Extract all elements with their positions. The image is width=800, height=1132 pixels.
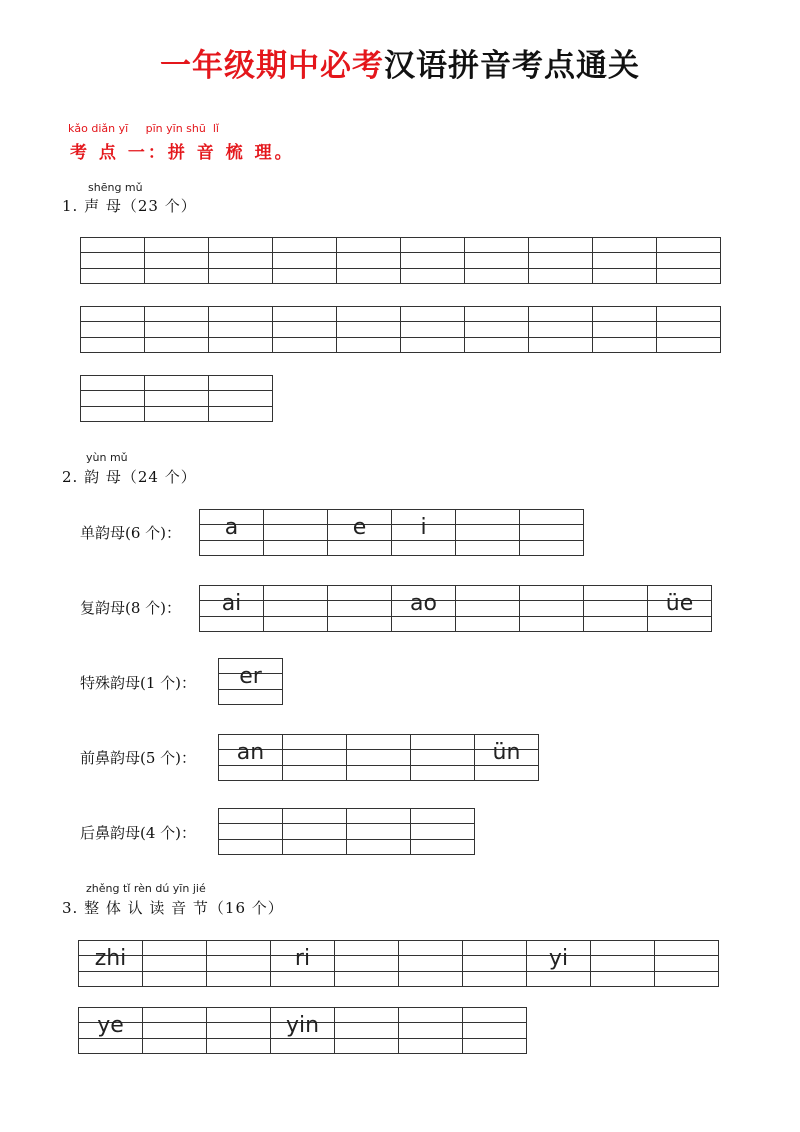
writing-cell[interactable]	[520, 585, 584, 632]
writing-cell[interactable]	[584, 585, 648, 632]
cell-pinyin: ri	[294, 946, 311, 971]
section-title: 考 点 一：拼 音 梳 理。	[70, 143, 295, 163]
q2-label-5: 后鼻韵母(4 个)：	[80, 824, 197, 842]
writing-cell[interactable]	[463, 1007, 527, 1054]
writing-cell[interactable]	[456, 585, 520, 632]
q2-pinyin: yùn mǔ	[86, 451, 128, 464]
writing-cell[interactable]	[264, 585, 328, 632]
q1-heading: 1. 声 母（23 个）	[62, 197, 197, 215]
writing-cell[interactable]	[79, 1007, 143, 1054]
writing-cell[interactable]	[219, 734, 283, 781]
q2-grid-1	[199, 509, 584, 556]
writing-cell[interactable]	[657, 237, 721, 284]
cell-pinyin: er	[239, 664, 262, 689]
q1-pinyin: shēng mǔ	[88, 181, 143, 194]
writing-cell[interactable]	[219, 808, 283, 855]
q1-grid-row-3	[80, 375, 273, 422]
writing-cell[interactable]	[401, 237, 465, 284]
writing-cell[interactable]	[463, 940, 527, 987]
q2-heading: 2. 韵 母（24 个）	[62, 468, 197, 486]
writing-cell[interactable]	[529, 306, 593, 353]
writing-cell[interactable]	[145, 237, 209, 284]
writing-cell[interactable]	[399, 1007, 463, 1054]
writing-cell[interactable]	[465, 237, 529, 284]
writing-cell[interactable]	[648, 585, 712, 632]
writing-cell[interactable]	[143, 1007, 207, 1054]
writing-cell[interactable]	[465, 306, 529, 353]
writing-cell[interactable]	[527, 940, 591, 987]
cell-pinyin: i	[420, 515, 427, 540]
writing-cell[interactable]	[529, 237, 593, 284]
section-pinyin: kǎo diǎn yī pīn yīn shū lǐ	[68, 122, 219, 135]
writing-cell[interactable]	[145, 306, 209, 353]
q1-grid-row-2	[80, 306, 721, 353]
writing-cell[interactable]	[219, 658, 283, 705]
writing-cell[interactable]	[475, 734, 539, 781]
q1-grid-row-1	[80, 237, 721, 284]
cell-pinyin: üe	[665, 591, 694, 616]
q2-label-1: 单韵母(6 个)：	[80, 524, 182, 542]
writing-cell[interactable]	[209, 375, 273, 422]
cell-pinyin: e	[352, 515, 367, 540]
writing-cell[interactable]	[81, 375, 145, 422]
writing-cell[interactable]	[145, 375, 209, 422]
page-title-red: 一年级期中必考	[160, 48, 384, 84]
cell-pinyin: yin	[285, 1013, 320, 1038]
writing-cell[interactable]	[657, 306, 721, 353]
q2-label-2: 复韵母(8 个)：	[80, 599, 182, 617]
cell-pinyin: yi	[548, 946, 569, 971]
writing-cell[interactable]	[520, 509, 584, 556]
cell-pinyin: ye	[97, 1013, 124, 1038]
writing-cell[interactable]	[264, 509, 328, 556]
writing-cell[interactable]	[593, 306, 657, 353]
writing-cell[interactable]	[347, 808, 411, 855]
writing-cell[interactable]	[401, 306, 465, 353]
writing-cell[interactable]	[337, 237, 401, 284]
cell-pinyin: ün	[492, 740, 521, 765]
q3-heading: 3. 整 体 认 读 音 节（16 个）	[62, 899, 284, 917]
writing-cell[interactable]	[283, 808, 347, 855]
q2-label-3: 特殊韵母(1 个)：	[80, 674, 197, 692]
page-title-black: 汉语拼音考点通关	[384, 48, 640, 84]
q3-grid-row-2	[78, 1007, 527, 1054]
writing-cell[interactable]	[273, 306, 337, 353]
q3-grid-row-1	[78, 940, 719, 987]
writing-cell[interactable]	[335, 940, 399, 987]
cell-pinyin: a	[224, 515, 239, 540]
page-title	[0, 40, 800, 85]
writing-cell[interactable]	[271, 1007, 335, 1054]
q2-grid-5	[218, 808, 475, 855]
writing-cell[interactable]	[209, 237, 273, 284]
writing-cell[interactable]	[207, 940, 271, 987]
q3-pinyin: zhěng tǐ rèn dú yīn jié	[86, 882, 206, 895]
writing-cell[interactable]	[209, 306, 273, 353]
cell-pinyin: ai	[221, 591, 242, 616]
writing-cell[interactable]	[273, 237, 337, 284]
writing-cell[interactable]	[79, 940, 143, 987]
writing-cell[interactable]	[200, 509, 264, 556]
writing-cell[interactable]	[411, 734, 475, 781]
writing-cell[interactable]	[283, 734, 347, 781]
writing-cell[interactable]	[200, 585, 264, 632]
cell-pinyin: ao	[410, 591, 437, 616]
cell-pinyin: an	[236, 740, 265, 765]
q2-label-4: 前鼻韵母(5 个)：	[80, 749, 197, 767]
writing-cell[interactable]	[271, 940, 335, 987]
writing-cell[interactable]	[207, 1007, 271, 1054]
writing-cell[interactable]	[392, 585, 456, 632]
writing-cell[interactable]	[143, 940, 207, 987]
writing-cell[interactable]	[456, 509, 520, 556]
writing-cell[interactable]	[655, 940, 719, 987]
writing-cell[interactable]	[81, 237, 145, 284]
writing-cell[interactable]	[399, 940, 463, 987]
cell-pinyin: zhi	[94, 946, 127, 971]
q2-grid-3	[218, 658, 283, 705]
writing-cell[interactable]	[335, 1007, 399, 1054]
writing-cell[interactable]	[591, 940, 655, 987]
writing-cell[interactable]	[328, 585, 392, 632]
writing-cell[interactable]	[411, 808, 475, 855]
writing-cell[interactable]	[81, 306, 145, 353]
writing-cell[interactable]	[347, 734, 411, 781]
q2-grid-4	[218, 734, 539, 781]
writing-cell[interactable]	[392, 509, 456, 556]
q2-grid-2	[199, 585, 712, 632]
writing-cell[interactable]	[328, 509, 392, 556]
writing-cell[interactable]	[337, 306, 401, 353]
writing-cell[interactable]	[593, 237, 657, 284]
